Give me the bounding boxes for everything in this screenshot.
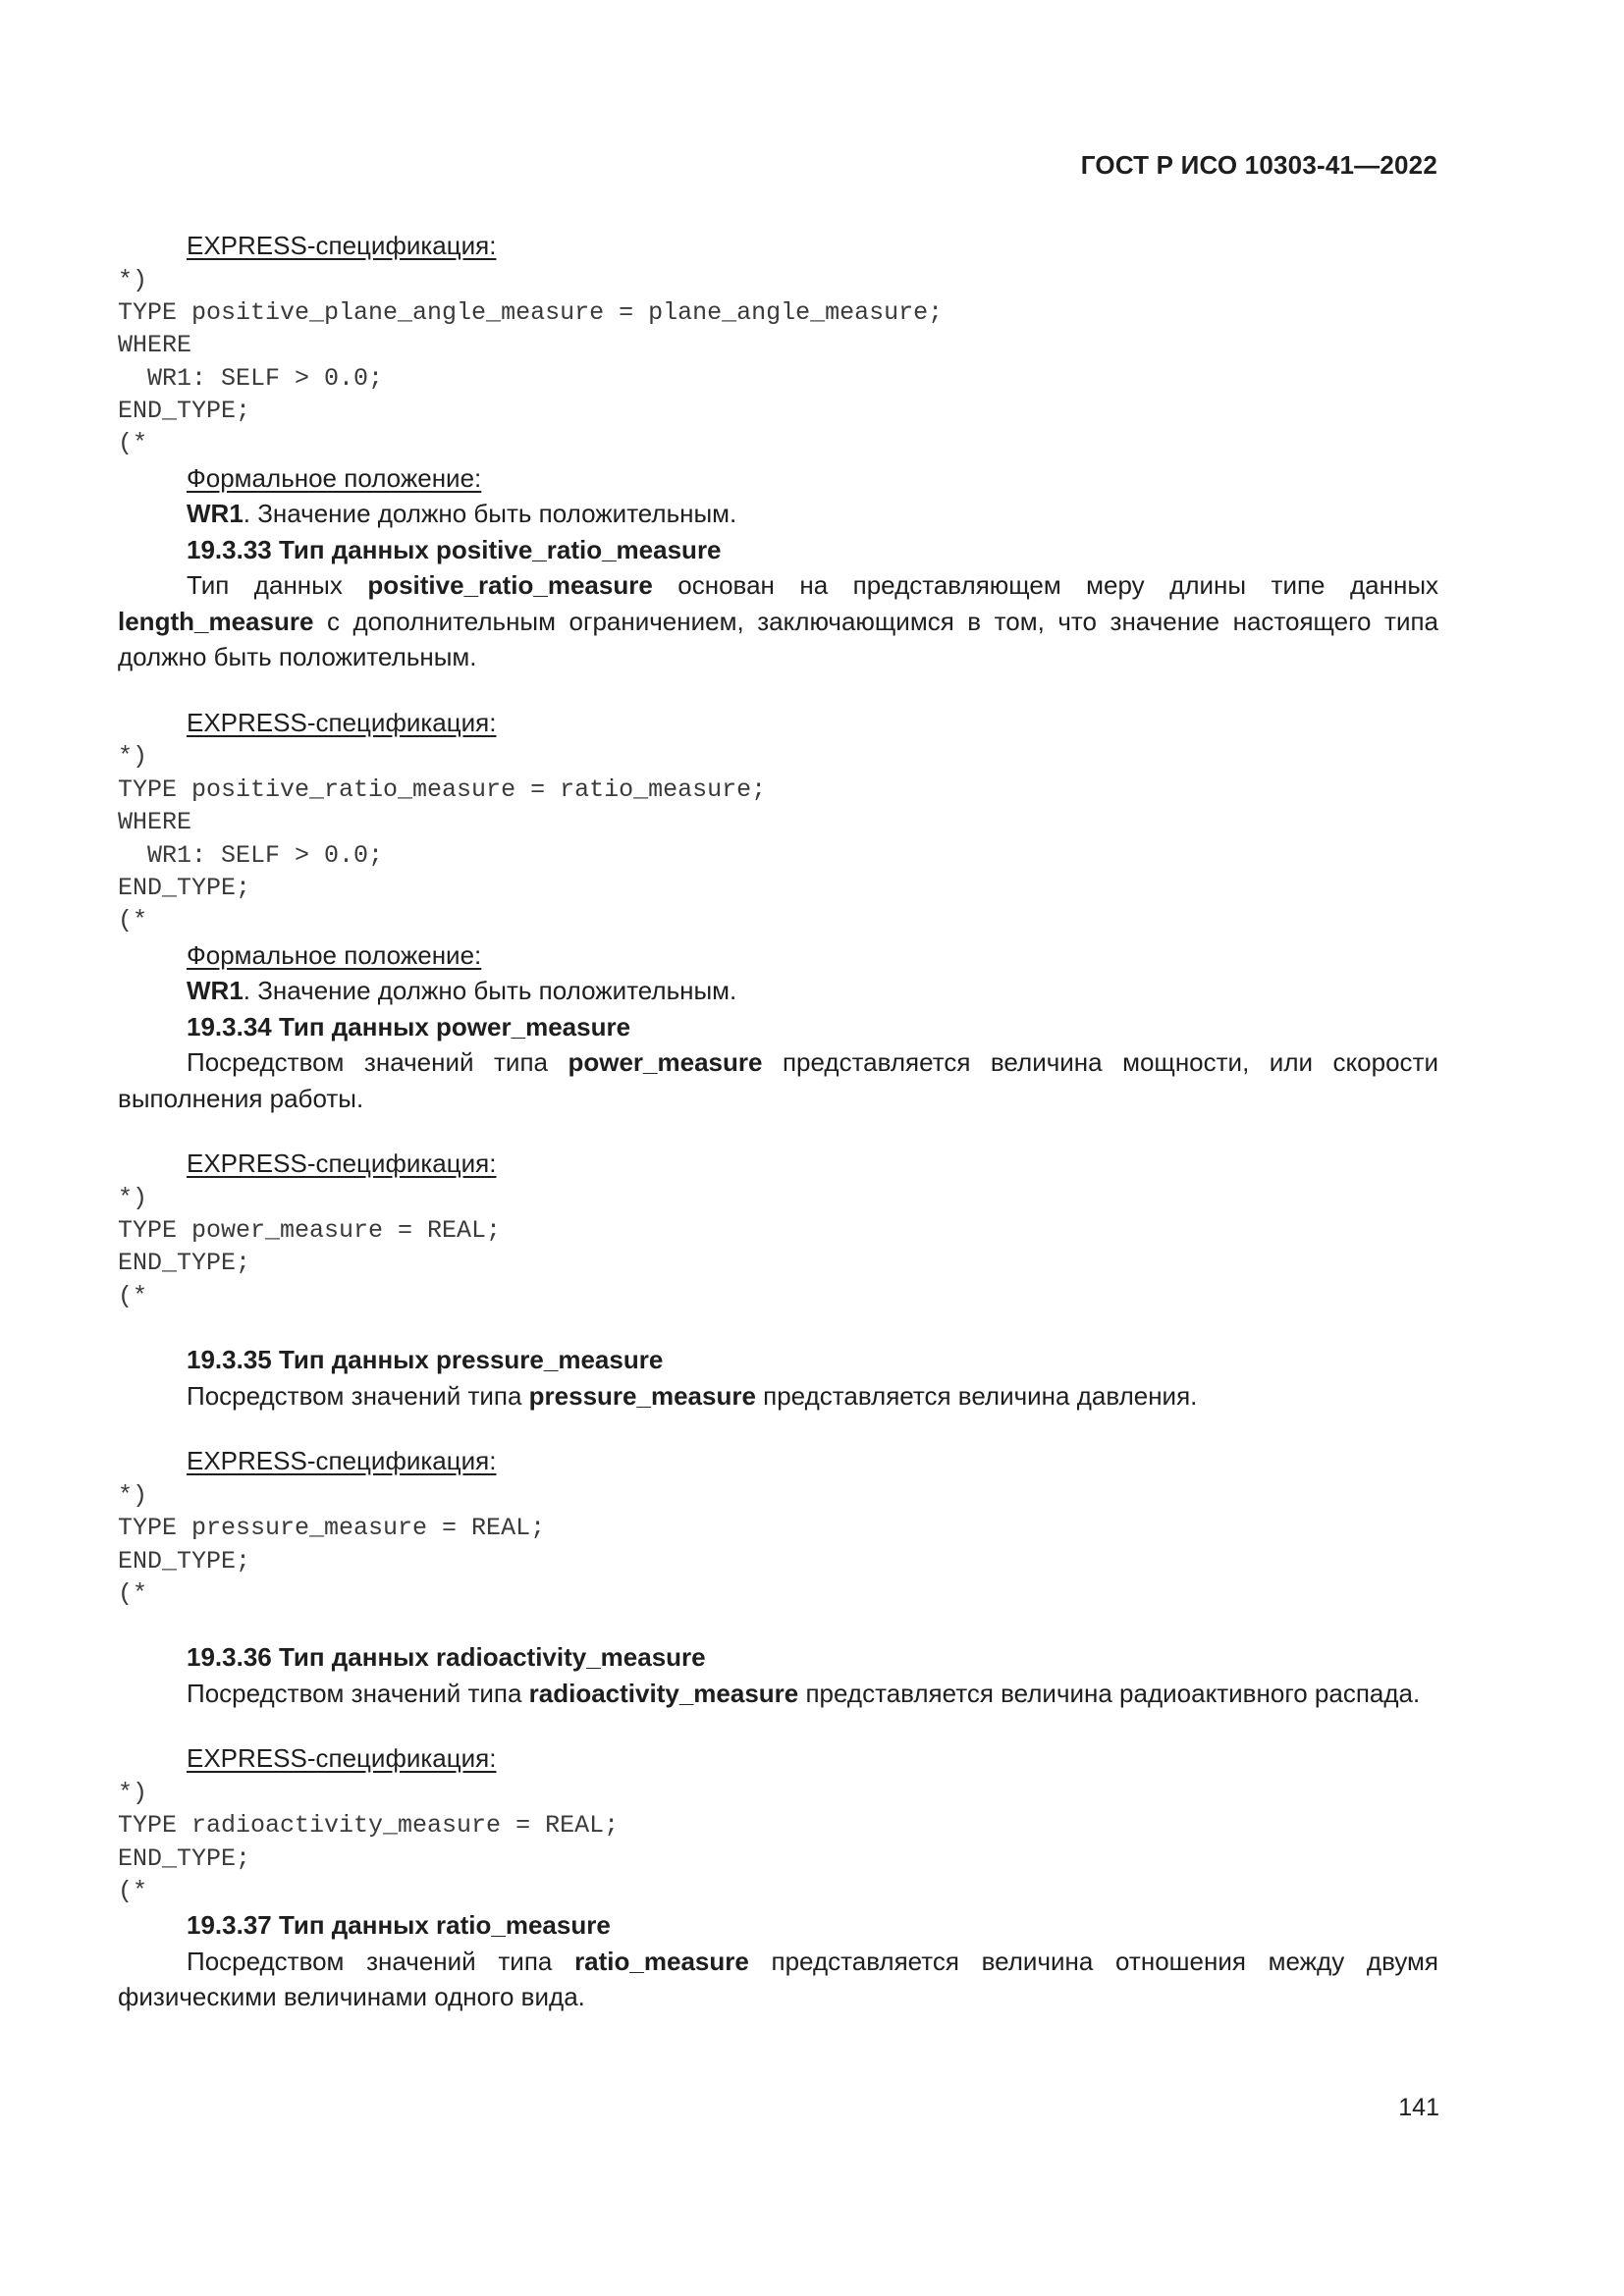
code-line: (* <box>118 429 148 458</box>
where-rule: WR1. Значение должно быть положительным. <box>187 499 737 529</box>
code-line: *) <box>118 742 148 772</box>
code-line: WR1: SELF > 0.0; <box>118 840 384 870</box>
code-line: WHERE <box>118 808 192 837</box>
code-line: TYPE radioactivity_measure = REAL; <box>118 1811 620 1841</box>
formal-provision-heading: Формальное положение: <box>187 462 482 493</box>
section-paragraph: Посредством значений типа radioactivity_measure представляется величина радиоактивного распада. <box>187 1678 1421 1708</box>
section-heading-19-3-34: 19.3.34 Тип данных power_measure <box>187 1011 631 1041</box>
code-line: (* <box>118 1578 148 1608</box>
section-heading-19-3-35: 19.3.35 Тип данных pressure_measure <box>187 1345 664 1375</box>
section-paragraph: Посредством значений типа power_measure представляется величина мощности, или скорости выполнения работы. <box>118 1047 1438 1113</box>
code-line: (* <box>118 906 148 935</box>
section-paragraph: Посредством значений типа pressure_measure представляется величина давления. <box>187 1380 1198 1411</box>
code-line: *) <box>118 1183 148 1212</box>
code-line: END_TYPE; <box>118 1843 251 1873</box>
code-line: *) <box>118 1480 148 1510</box>
code-line: *) <box>118 265 148 294</box>
express-code-block <box>118 264 1438 460</box>
code-line: (* <box>118 1876 148 1905</box>
section-heading-19-3-36: 19.3.36 Тип данных radioactivity_measure <box>187 1642 706 1673</box>
express-spec-heading: EXPRESS-спецификация: <box>187 707 497 737</box>
code-line: TYPE pressure_measure = REAL; <box>118 1514 546 1543</box>
express-spec-heading: EXPRESS-спецификация: <box>187 1743 497 1774</box>
code-line: TYPE positive_ratio_measure = ratio_measure; <box>118 774 767 804</box>
express-code-block <box>118 740 1438 936</box>
code-line: END_TYPE; <box>118 1249 251 1278</box>
express-code-block <box>118 1182 1438 1313</box>
formal-provision-heading: Формальное положение: <box>187 939 482 970</box>
page-body <box>118 228 1438 2015</box>
document-id-header: ГОСТ Р ИСО 10303-41—2022 <box>1080 150 1437 180</box>
where-rule: WR1. Значение должно быть положительным. <box>187 976 737 1006</box>
page-number: 141 <box>1398 2094 1439 2121</box>
express-spec-heading: EXPRESS-спецификация: <box>187 1446 497 1476</box>
code-line: *) <box>118 1778 148 1807</box>
express-spec-heading: EXPRESS-спецификация: <box>187 231 497 260</box>
code-line: TYPE positive_plane_angle_measure = plane_angle_measure; <box>118 297 944 327</box>
code-line: END_TYPE; <box>118 873 251 902</box>
code-line: WR1: SELF > 0.0; <box>118 363 384 393</box>
code-line: TYPE power_measure = REAL; <box>118 1216 502 1246</box>
code-line: END_TYPE; <box>118 1546 251 1575</box>
section-paragraph: Посредством значений типа ratio_measure представляется величина отношения между двумя физическими величинами одного вида. <box>118 1946 1438 2012</box>
express-code-block <box>118 1479 1438 1611</box>
code-line: (* <box>118 1281 148 1310</box>
section-heading-19-3-33: 19.3.33 Тип данных positive_ratio_measure <box>187 534 722 564</box>
express-spec-heading: EXPRESS-спецификация: <box>187 1148 497 1179</box>
express-code-block <box>118 1777 1438 1908</box>
code-line: WHERE <box>118 331 192 360</box>
section-heading-19-3-37: 19.3.37 Тип данных ratio_measure <box>187 1910 611 1941</box>
code-line: END_TYPE; <box>118 397 251 426</box>
section-paragraph: Тип данных positive_ratio_measure основан на представляющем меру длины типе данных length_measure с дополнительным ограничением, заключающимся в том, что значение настоящего типа должно быть положительным. <box>118 570 1439 672</box>
